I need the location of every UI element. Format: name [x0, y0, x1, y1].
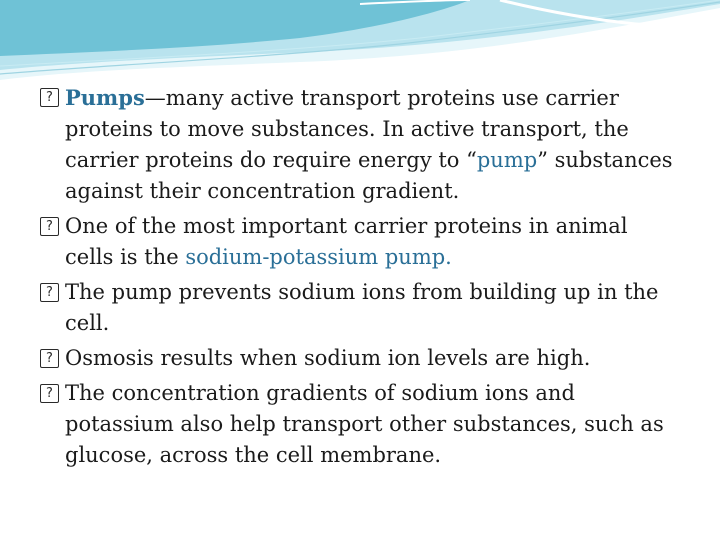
bullet-text: The pump prevents sodium ions from building up in the cell.	[65, 280, 659, 335]
bullet-text-end: ” substances against their concentration gradient.	[65, 148, 673, 203]
bullet-box-icon: ?	[40, 217, 59, 236]
bullet-text: One of the most important carrier proteins in animal cells is the	[65, 214, 628, 269]
bullet-pumps	[40, 82, 680, 207]
bullet-box-icon: ?	[40, 88, 59, 107]
bullet-text: The concentration gradients of sodium ions and potassium also help transport other substances, such as glucose, across the cell membrane.	[65, 381, 664, 467]
bullet-pump-prevents	[40, 277, 680, 339]
header-wave-decoration	[0, 0, 720, 90]
bullet-box-icon: ?	[40, 283, 59, 302]
bullet-box-icon: ?	[40, 349, 59, 368]
bullet-concentration-gradients	[40, 378, 680, 471]
term-pumps: Pumps	[65, 85, 145, 110]
highlight-sodium-potassium-pump: sodium-potassium pump.	[185, 245, 452, 269]
bullet-box-icon: ?	[40, 384, 59, 403]
highlight-pump: pump	[476, 148, 538, 172]
slide-body	[40, 82, 680, 475]
bullet-text: —many active transport proteins use carrier proteins to move substances. In active transport, the carrier proteins do require energy to “	[65, 86, 629, 172]
bullet-text: Osmosis results when sodium ion levels are high.	[65, 346, 591, 370]
bullet-osmosis	[40, 343, 680, 374]
bullet-sodium-potassium	[40, 211, 680, 273]
